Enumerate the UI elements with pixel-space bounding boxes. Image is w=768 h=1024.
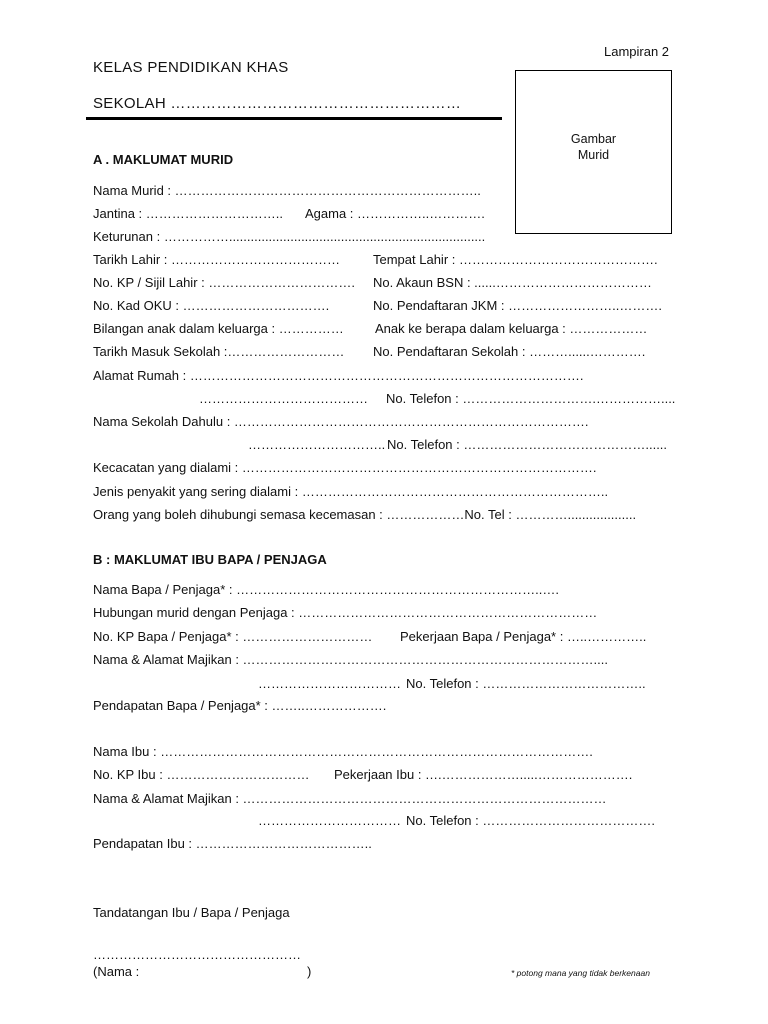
majikan-bapa-field[interactable]: Nama & Alamat Majikan : ……………………………………………………………………….... <box>93 652 609 667</box>
signature-line[interactable]: ………………………………………… <box>93 947 301 962</box>
no-kp-field[interactable]: No. KP / Sijil Lahir : ……………………………. <box>93 275 355 290</box>
jenis-penyakit-field[interactable]: Jenis penyakit yang sering dialami : …………………………………………………………….. <box>93 484 609 499</box>
telefon-bapa-field[interactable]: No. Telefon : ……………………………….. <box>406 676 646 691</box>
majikan-bapa-line2-field[interactable]: …………………………… <box>258 676 401 691</box>
no-jkm-field[interactable]: No. Pendaftaran JKM : ……………………..………. <box>373 298 662 313</box>
school-field[interactable]: SEKOLAH ………………………………………………… <box>93 95 462 112</box>
tempat-lahir-field[interactable]: Tempat Lahir : ………………………………………. <box>373 252 658 267</box>
pekerjaan-bapa-field[interactable]: Pekerjaan Bapa / Penjaga* : …..………….. <box>400 629 647 644</box>
nama-open: (Nama : <box>93 964 140 979</box>
section-a-heading: A . MAKLUMAT MURID <box>93 152 234 167</box>
student-photo-box[interactable] <box>515 70 672 234</box>
tarikh-lahir-field[interactable]: Tarikh Lahir : ………………………………… <box>93 252 341 267</box>
telefon-rumah-field[interactable]: No. Telefon : ………………………….…………….... <box>386 391 676 406</box>
majikan-ibu-field[interactable]: Nama & Alamat Majikan : ………………………………………………………………………… <box>93 791 607 806</box>
header-rule <box>86 117 502 120</box>
pekerjaan-ibu-field[interactable]: Pekerjaan Ibu : ….……………….....…………………. <box>334 767 633 782</box>
tarikh-masuk-field[interactable]: Tarikh Masuk Sekolah :……………………… <box>93 344 345 359</box>
telefon-ibu-field[interactable]: No. Telefon : …………………………………. <box>406 813 655 828</box>
section-b-heading: B : MAKLUMAT IBU BAPA / PENJAGA <box>93 552 327 567</box>
alamat-rumah-field[interactable]: Alamat Rumah : ………………………………………………………………………………. <box>93 368 584 383</box>
photo-placeholder <box>516 131 671 163</box>
sekolah-dahulu-field[interactable]: Nama Sekolah Dahulu : ………………………………………………………………………. <box>93 414 589 429</box>
no-pendaftaran-sekolah-field[interactable]: No. Pendaftaran Sekolah : ………......…………. <box>373 344 646 359</box>
no-kp-bapa-field[interactable]: No. KP Bapa / Penjaga* : ………………………… <box>93 629 373 644</box>
majikan-ibu-line2-field[interactable]: …………………………… <box>258 813 401 828</box>
alamat-rumah-line2-field[interactable]: ………………………………… <box>199 391 368 406</box>
agama-field[interactable]: Agama : ……………..…………. <box>305 206 485 221</box>
jantina-field[interactable]: Jantina : ………………………….. <box>93 206 283 221</box>
bilangan-anak-field[interactable]: Bilangan anak dalam keluarga : …………… <box>93 321 344 336</box>
hubungan-field[interactable]: Hubungan murid dengan Penjaga : …………………………………………………………… <box>93 605 598 620</box>
nama-close: ) <box>307 964 312 979</box>
pendapatan-ibu-field[interactable]: Pendapatan Ibu : ………………………………….. <box>93 836 372 851</box>
photo-label-line2: Murid <box>577 148 610 162</box>
lampiran-label: Lampiran 2 <box>604 44 670 59</box>
anak-ke-field[interactable]: Anak ke berapa dalam keluarga : ……………… <box>375 321 648 336</box>
photo-label-line1: Gambar <box>570 132 617 146</box>
signature-label: Tandatangan Ibu / Bapa / Penjaga <box>93 905 290 920</box>
nama-murid-field[interactable]: Nama Murid : …………………………………………………………….. <box>93 183 481 198</box>
orang-dihubungi-field[interactable]: Orang yang boleh dihubungi semasa kecemasan : ………………No. Tel : …………................... <box>93 507 637 522</box>
kecacatan-field[interactable]: Kecacatan yang dialami : ………………………………………………………………………. <box>93 460 597 475</box>
no-akaun-bsn-field[interactable]: No. Akaun BSN : ......……………………………… <box>373 275 652 290</box>
keturunan-field[interactable]: Keturunan : ……………....................................................................... <box>93 229 486 244</box>
no-kp-ibu-field[interactable]: No. KP Ibu : …………………………… <box>93 767 310 782</box>
telefon-sekolah-field[interactable]: No. Telefon : ……………………………………...... <box>387 437 668 452</box>
nama-bapa-field[interactable]: Nama Bapa / Penjaga* : ……………………………………………………………..…. <box>93 582 559 597</box>
footnote: * potong mana yang tidak berkenaan <box>511 968 650 978</box>
nama-ibu-field[interactable]: Nama Ibu : ………………………………………………………………………………………. <box>93 744 593 759</box>
pendapatan-bapa-field[interactable]: Pendapatan Bapa / Penjaga* : ……..………………. <box>93 698 387 713</box>
sekolah-dahulu-line2-field[interactable]: ………………………….. <box>248 437 386 452</box>
form-title: KELAS PENDIDIKAN KHAS <box>93 59 289 76</box>
no-kad-oku-field[interactable]: No. Kad OKU : ……………………………. <box>93 298 330 313</box>
